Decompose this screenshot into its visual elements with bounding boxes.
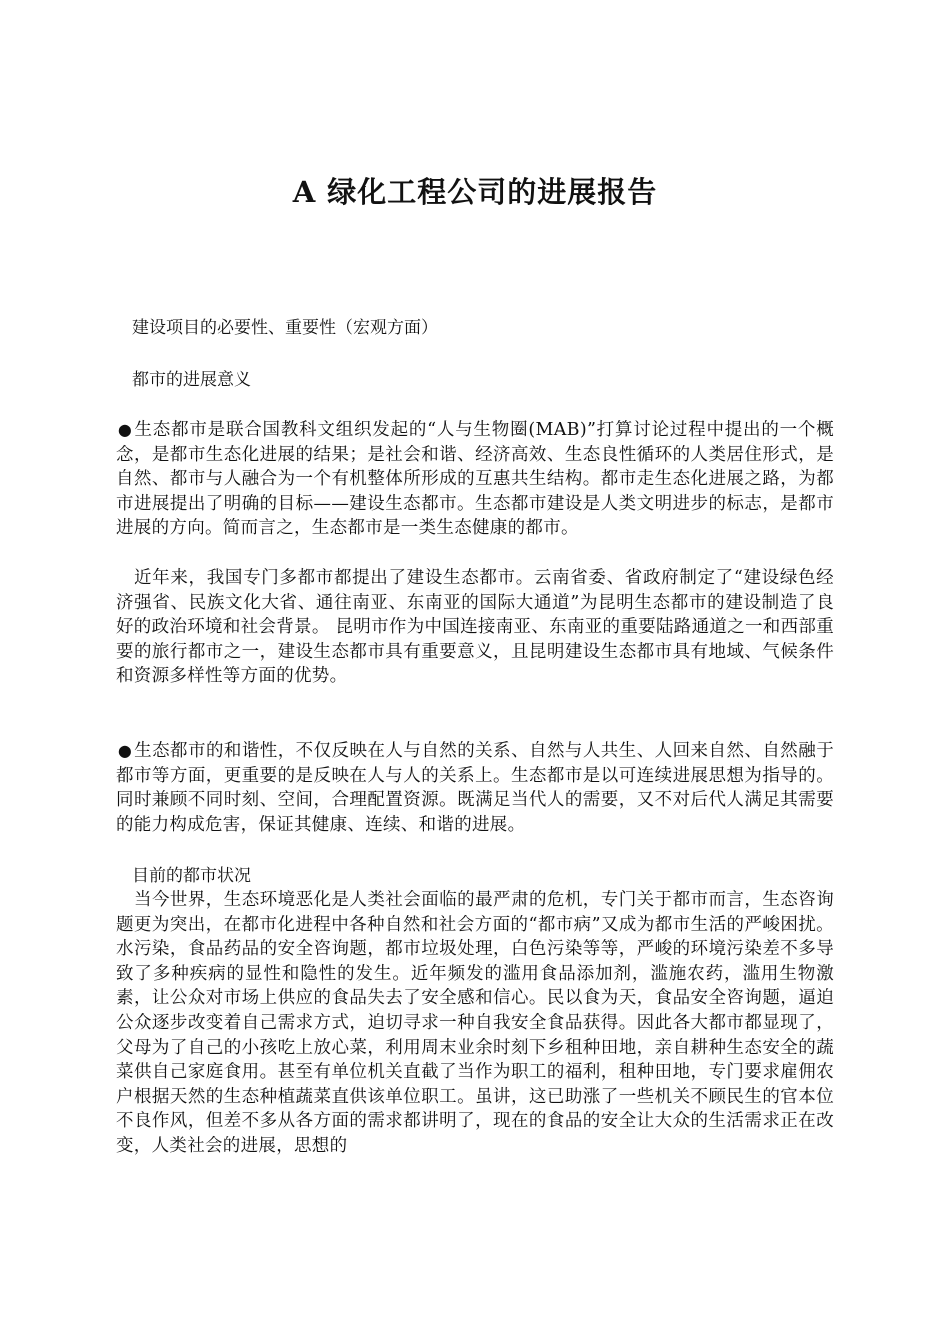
paragraph-current-city-status: 当今世界，生态环境恶化是人类社会面临的最严肃的危机，专门关于都市而言，生态咨询题更为突出，在都市化进程中各种自然和社会方面的“都市病”又成为都市生活的严峻困扰。水污染，食品药品的安全咨询题，都市垃圾处理，白色污染等等，严峻的环境污染差不多导致了多种疾病的显性和隐性的发生。近年频发的滥用食品添加剂，滥施农药，滥用生物激素，让公众对市场上供应的食品失去了安全感和信心。民以食为天，食品安全咨询题，逼迫公众逐步改变着自己需求方式，迫切寻求一种自我安全食品获得。因此各大都市都显现了，父母为了自己的小孩吃上放心菜，利用周末业余时刻下乡租种田地，亲自耕种生态安全的蔬菜供自己家庭食用。甚至有单位机关直截了当作为职工的福利，租种田地，专门要求雇佣农户根据天然的生态种植蔬菜直供该单位职工。虽讲，这已助涨了一些机关不顾民生的官本位不良作风，但差不多从各方面的需求都讲明了，现在的食品的安全让大众的生活需求正在改变，人类社会的进展，思想的 [116,890,834,1156]
paragraph-kunming-eco-city: 近年来，我国专门多都市都提出了建设生态都市。云南省委、省政府制定了“建设绿色经济强省、民族文化大省、通往南亚、东南亚的国际大通道”为昆明生态都市的建设制造了良好的政治环境和社会背景。 昆明市作为中国连接南亚、东南亚的重要陆路通道之一和西部重要的旅行都市之一，建设生态都市具有重要意义，且昆明建设生态都市具有地域、气候条件和资源多样性等方面的优势。 [116,568,834,687]
document-title: A 绿化工程公司的进展报告 [292,175,658,209]
section-heading-necessity: 建设项目的必要性、重要性（宏观方面） [132,318,438,338]
section-heading-current-status: 目前的都市状况 [132,866,251,886]
bullet-icon: ● [117,420,133,439]
section-heading-city-significance: 都市的进展意义 [132,370,251,390]
paragraph-text: 生态都市的和谐性，不仅反映在人与自然的关系、自然与人共生、人回来自然、自然融于都市等方面，更重要的是反映在人与人的关系上。生态都市是以可连续进展思想为指导的。同时兼顾不同时刻、空间，合理配置资源。既满足当代人的需要，又不对后代人满足其需要的能力构成危害，保证其健康、连续、和谐的进展。 [116,741,834,835]
paragraph-eco-city-harmony [116,739,834,837]
paragraph-text: 生态都市是联合国教科文组织发起的“人与生物圈(MAB)”打算讨论过程中提出的一个概念，是都市生态化进展的结果；是社会和谐、经济高效、生态良性循环的人类居住形式，是自然、都市与人融合为一个有机整体所形成的互惠共生结构。都市走生态化进展之路，为都市进展提出了明确的目标——建设生态都市。生态都市建设是人类文明进步的标志，是都市进展的方向。简而言之，生态都市是一类生态健康的都市。 [116,420,834,539]
paragraph-eco-city-definition [116,418,834,541]
bullet-icon: ● [117,741,133,760]
